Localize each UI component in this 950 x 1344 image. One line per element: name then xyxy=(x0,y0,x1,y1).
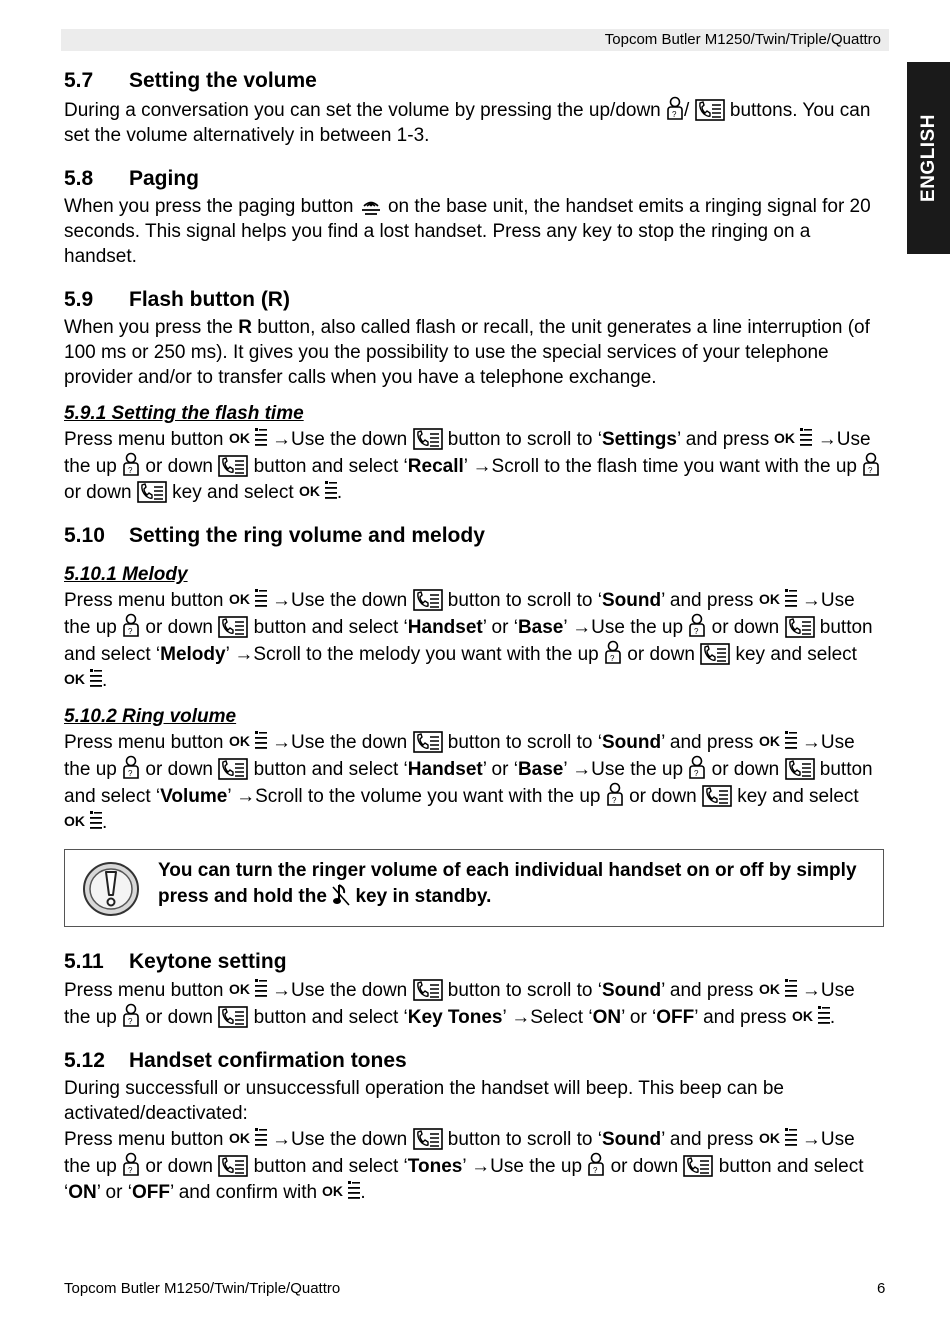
paging-icon xyxy=(359,197,383,217)
up-key-icon xyxy=(688,613,706,638)
ok-menu-key-icon xyxy=(229,977,267,1001)
down-key-icon xyxy=(702,785,732,807)
svg-text:OK: OK xyxy=(228,430,250,446)
up-key-icon xyxy=(688,755,706,780)
down-key-icon xyxy=(700,643,730,665)
section-heading xyxy=(64,947,884,977)
down-key-icon xyxy=(695,99,725,121)
section-number: 5.8 xyxy=(64,167,94,190)
section-5-12 xyxy=(64,1046,884,1205)
ok-menu-key-icon xyxy=(759,729,797,753)
svg-text:?: ? xyxy=(128,466,133,475)
instruction-paragraph: Press menu button OK →Use the down button to scroll to ‘Sound’ and press OK →Use the up ? or down button and select ‘Handset’ or ‘Base’ →Use the up ? or down button and select ‘Melody’ →Scroll to the melody you want with the up ? or down key and select OK . xyxy=(64,587,884,693)
svg-text:?: ? xyxy=(694,769,699,778)
svg-text:OK: OK xyxy=(322,1183,344,1199)
section-heading xyxy=(64,285,884,315)
svg-text:OK: OK xyxy=(791,1008,813,1024)
page-header xyxy=(61,29,889,51)
svg-text:?: ? xyxy=(672,110,677,119)
svg-text:?: ? xyxy=(128,627,133,636)
instruction-paragraph: Press menu button OK →Use the down button to scroll to ‘Sound’ and press OK →Use the up ? or down button and select ‘Key Tones’ →Select ‘ON’ or ‘OFF’ and press OK . xyxy=(64,977,884,1030)
svg-text:?: ? xyxy=(694,627,699,636)
up-key-icon xyxy=(122,452,140,477)
down-key-icon xyxy=(218,1006,248,1028)
svg-text:OK: OK xyxy=(758,591,780,607)
section-heading xyxy=(64,521,884,551)
svg-text:OK: OK xyxy=(64,671,85,687)
svg-text:OK: OK xyxy=(228,981,250,997)
svg-text:?: ? xyxy=(868,466,873,475)
language-tab xyxy=(907,62,950,254)
down-key-icon xyxy=(218,455,248,477)
up-key-icon xyxy=(587,1152,605,1177)
ok-menu-key-icon xyxy=(229,729,267,753)
instruction-paragraph: Press menu button OK →Use the down button to scroll to ‘Sound’ and press OK →Use the up ? or down button and select ‘Handset’ or ‘Base’ →Use the up ? or down button and select ‘Volume’ →Scroll to the volume you want with the up ? or down key and select OK . xyxy=(64,729,884,835)
down-key-icon xyxy=(413,731,443,753)
down-key-icon xyxy=(785,758,815,780)
svg-text:OK: OK xyxy=(758,981,780,997)
exclamation-warning-icon xyxy=(81,860,141,925)
down-key-icon xyxy=(785,616,815,638)
section-number: 5.9 xyxy=(64,288,94,311)
section-title: Handset confirmation tones xyxy=(129,1049,407,1072)
paragraph: When you press the paging button on the base unit, the handset emits a ringing signal for 20 seconds. This signal helps you find a lost handset. Press any key to stop the ringing on a handset. xyxy=(64,196,871,267)
footer-title: Topcom Butler M1250/Twin/Triple/Quattro xyxy=(64,1280,341,1297)
down-key-icon xyxy=(683,1155,713,1177)
svg-text:?: ? xyxy=(611,796,617,805)
paragraph: During a conversation you can set the volume by pressing the up/down ? / buttons. You can set the volume alternatively in between 1-3. xyxy=(64,96,884,148)
subsection-heading: 5.9.1 Setting the flash time xyxy=(64,403,304,424)
section-heading xyxy=(64,1046,884,1076)
up-key-icon xyxy=(122,1003,140,1028)
down-key-icon xyxy=(218,758,248,780)
svg-text:OK: OK xyxy=(64,813,85,829)
svg-text:OK: OK xyxy=(298,483,320,499)
up-key-icon xyxy=(122,1152,140,1177)
section-5-7 xyxy=(64,66,884,148)
svg-text:?: ? xyxy=(128,769,133,778)
down-key-icon xyxy=(413,979,443,1001)
section-number: 5.10 xyxy=(64,524,105,547)
section-title: Flash button (R) xyxy=(129,288,290,311)
down-key-icon xyxy=(413,589,443,611)
section-number: 5.11 xyxy=(64,950,104,973)
up-key-icon xyxy=(122,755,140,780)
section-5-11 xyxy=(64,947,884,1030)
svg-text:?: ? xyxy=(593,1166,598,1175)
ok-menu-key-icon xyxy=(299,479,337,503)
section-number: 5.7 xyxy=(64,69,94,92)
down-key-icon xyxy=(218,1155,248,1177)
section-number: 5.12 xyxy=(64,1049,105,1072)
ringer-off-key-icon xyxy=(332,883,350,907)
ok-menu-key-icon xyxy=(64,667,102,691)
svg-text:OK: OK xyxy=(774,430,796,446)
up-key-icon xyxy=(862,452,880,477)
svg-text:?: ? xyxy=(128,1017,133,1026)
svg-text:?: ? xyxy=(610,654,615,663)
ok-menu-key-icon xyxy=(229,426,267,450)
ok-menu-key-icon xyxy=(229,587,267,611)
ok-menu-key-icon xyxy=(792,1004,830,1028)
ok-menu-key-icon xyxy=(774,426,812,450)
up-key-icon xyxy=(666,96,684,121)
page-content xyxy=(64,66,884,1221)
ok-menu-key-icon xyxy=(759,587,797,611)
subsection-heading: 5.10.1 Melody xyxy=(64,564,188,585)
down-key-icon xyxy=(218,616,248,638)
paragraph: When you press the R button, also called flash or recall, the unit generates a line interruption (of 100 ms or 250 ms). It gives you the possibility to use the special services of your telephone provider and/or to transfer calls when you have a telephone exchange. xyxy=(64,317,870,388)
subsection-heading: 5.10.2 Ring volume xyxy=(64,706,237,727)
section-heading xyxy=(64,66,884,96)
ok-menu-key-icon xyxy=(759,977,797,1001)
page-number: 6 xyxy=(877,1280,886,1297)
up-key-icon xyxy=(604,640,622,665)
down-key-icon xyxy=(137,481,167,503)
svg-text:OK: OK xyxy=(228,591,250,607)
section-5-9 xyxy=(64,285,884,505)
header-title: Topcom Butler M1250/Twin/Triple/Quattro xyxy=(604,31,881,48)
svg-text:?: ? xyxy=(128,1166,133,1175)
svg-text:OK: OK xyxy=(228,733,250,749)
note-text: You can turn the ringer volume of each individual handset on or off by simply press and hold the key in standby. xyxy=(158,860,857,907)
up-key-icon xyxy=(122,613,140,638)
section-heading xyxy=(64,164,884,194)
section-5-10 xyxy=(64,521,884,927)
note-box xyxy=(64,849,884,927)
section-title: Setting the ring volume and melody xyxy=(129,524,485,547)
section-title: Keytone setting xyxy=(129,950,287,973)
section-5-8 xyxy=(64,164,884,269)
section-title: Paging xyxy=(129,167,200,190)
ok-menu-key-icon xyxy=(64,809,102,833)
svg-text:OK: OK xyxy=(228,1130,250,1146)
svg-text:OK: OK xyxy=(758,733,780,749)
up-key-icon xyxy=(606,782,624,807)
section-title: Setting the volume xyxy=(129,69,317,92)
instruction-paragraph: Press menu button OK →Use the down button to scroll to ‘Sound’ and press OK →Use the up ? or down button and select ‘Tones’ →Use the up ? or down button and select ‘ON’ or ‘OFF’ and confirm with OK . xyxy=(64,1126,884,1205)
down-key-icon xyxy=(413,1128,443,1150)
ok-menu-key-icon xyxy=(229,1126,267,1150)
paragraph: During successfull or unsuccessfull operation the handset will beep. This beep can be activated/deactivated: xyxy=(64,1078,784,1124)
ok-menu-key-icon xyxy=(322,1179,360,1203)
language-tab-label: ENGLISH xyxy=(917,114,939,202)
svg-text:OK: OK xyxy=(758,1130,780,1146)
instruction-paragraph: Press menu button OK →Use the down button to scroll to ‘Settings’ and press OK →Use the up ? or down button and select ‘Recall’ →Scroll to the flash time you want with the up ? or down key and select OK . xyxy=(64,426,884,505)
down-key-icon xyxy=(413,428,443,450)
ok-menu-key-icon xyxy=(759,1126,797,1150)
